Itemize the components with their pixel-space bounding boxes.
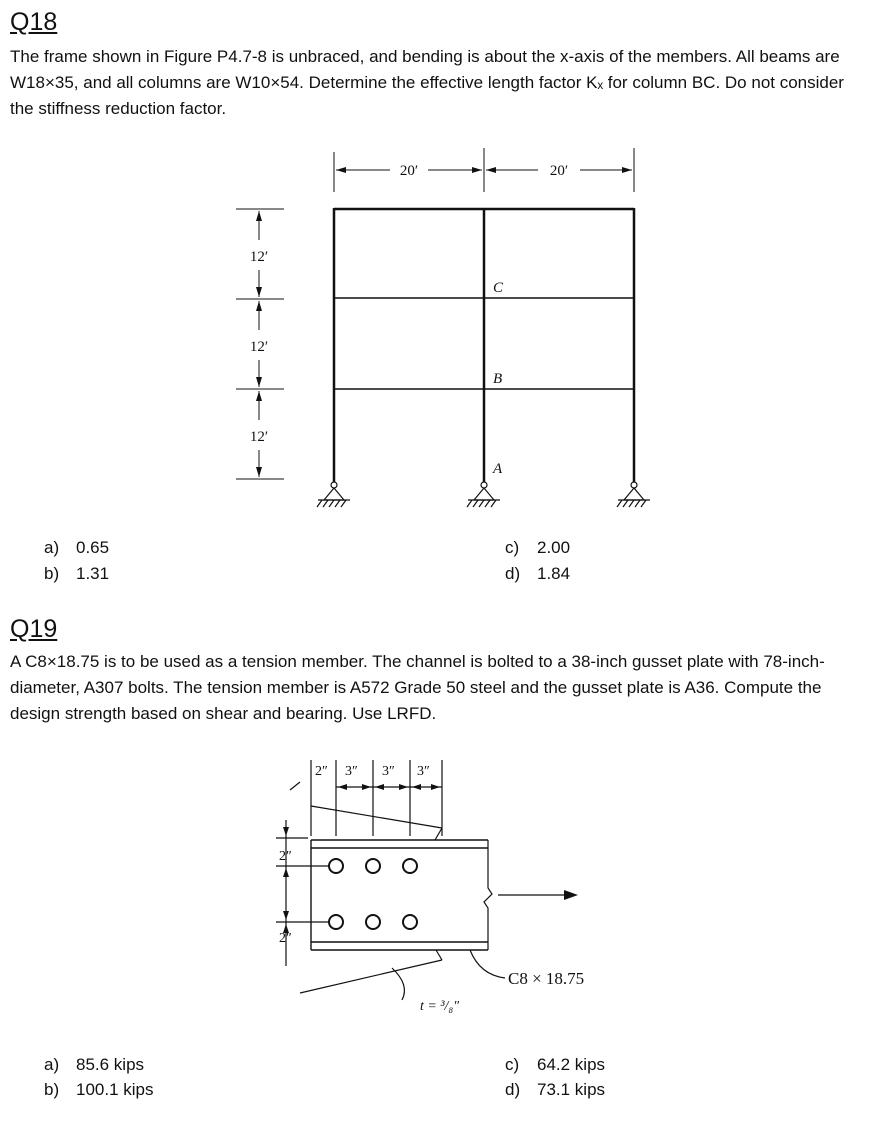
option-value: 1.84 — [537, 564, 571, 583]
story-label-bottom: 12′ — [249, 429, 269, 445]
option-value: 0.65 — [76, 538, 110, 557]
joint-label-c: C — [493, 280, 504, 296]
q19-option-a[interactable] — [10, 1052, 144, 1078]
q18-title: Q18 — [10, 8, 58, 36]
option-label: b) — [44, 1080, 60, 1099]
q19-option-c[interactable] — [505, 1052, 605, 1078]
q19-option-b[interactable] — [10, 1077, 154, 1103]
option-label: b) — [44, 564, 60, 583]
joint-label-b: B — [493, 371, 503, 387]
span-label-left: 20′ — [399, 163, 419, 179]
q18-text: The frame shown in Figure P4.7-8 is unbraced, and bending is about the x-axis of the members. All beams are W18×35, and all columns are W10×54. Determine the effective length factor Kₓ for column BC. Do not consider the stiffness reduction factor. — [10, 47, 844, 118]
option-value: 2.00 — [537, 538, 571, 557]
option-label: d) — [505, 1080, 521, 1099]
side-dim-2: 2″ — [279, 931, 292, 946]
bolt-hole — [403, 915, 417, 929]
option-label: a) — [44, 538, 60, 557]
option-value: 85.6 kips — [76, 1055, 145, 1074]
option-value: 64.2 kips — [537, 1055, 606, 1074]
top-dim-1: 2″ — [315, 764, 328, 779]
option-value: 73.1 kips — [537, 1080, 606, 1099]
q19-title: Q19 — [10, 615, 58, 643]
section-label: C8 × 18.75 — [508, 969, 585, 988]
span-label-right: 20′ — [549, 163, 569, 179]
story-label-top: 12′ — [249, 249, 269, 265]
bolt-hole — [366, 859, 380, 873]
option-label: d) — [505, 564, 521, 583]
bolt-hole — [329, 859, 343, 873]
bolt-hole — [403, 859, 417, 873]
q19-text: A C8×18.75 is to be used as a tension member. The channel is bolted to a 38-inch gusset plate with 78-inch-diameter, A307 bolts. The tension member is A572 Grade 50 steel and the gusset plate is A36. Compute the design strength based on shear and bearing. Use LRFD. — [10, 652, 825, 723]
option-label: a) — [44, 1055, 60, 1074]
story-label-middle: 12′ — [249, 339, 269, 355]
joint-label-a: A — [493, 461, 503, 477]
option-label: c) — [505, 1055, 520, 1074]
bolt-hole — [366, 915, 380, 929]
side-dim-1: 2″ — [279, 849, 292, 864]
q19-option-d[interactable] — [505, 1077, 605, 1103]
top-dim-4: 3″ — [417, 764, 430, 779]
top-dim-3: 3″ — [382, 764, 395, 779]
option-value: 100.1 kips — [76, 1080, 154, 1099]
thickness-label: t = ³/₈″ — [420, 999, 460, 1014]
bolt-hole — [329, 915, 343, 929]
option-value: 1.31 — [76, 564, 110, 583]
top-dim-2: 3″ — [345, 764, 358, 779]
option-label: c) — [505, 538, 520, 557]
